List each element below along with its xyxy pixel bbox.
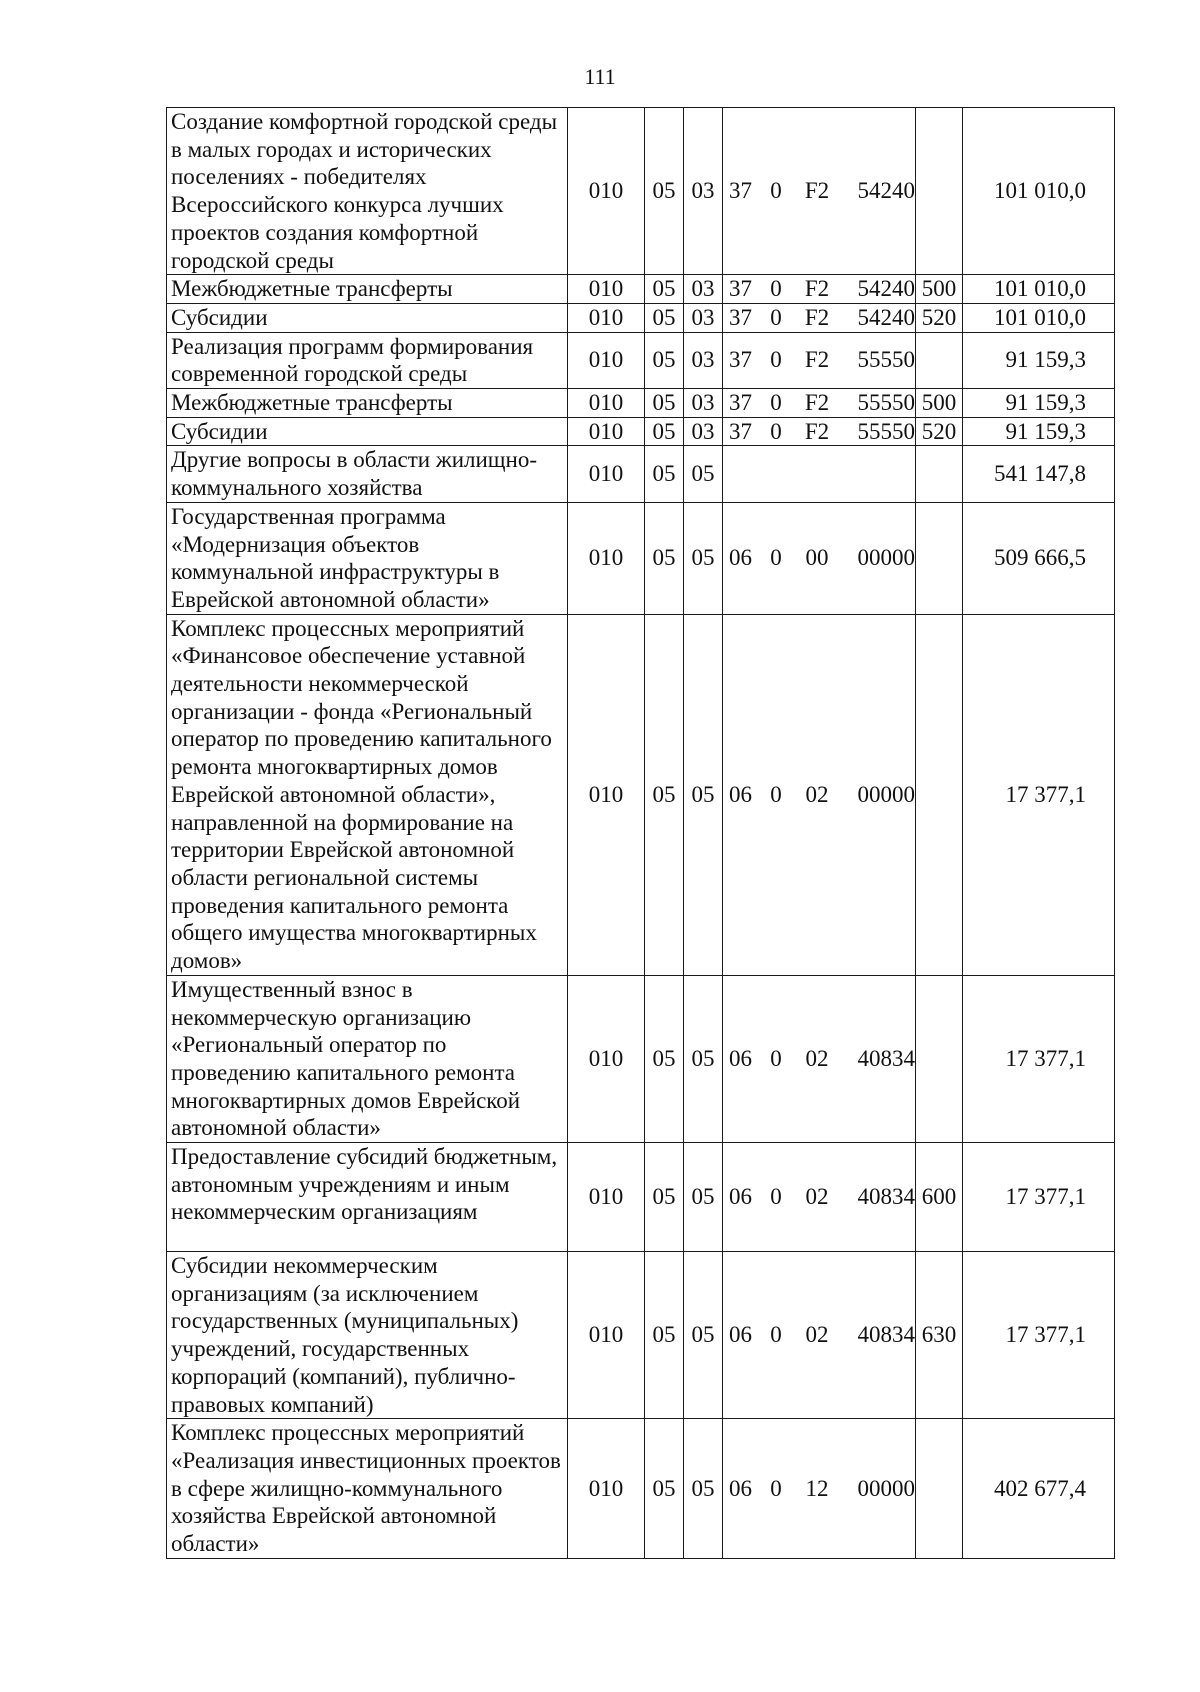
- target-subprogram-code: 0: [770, 1184, 782, 1210]
- table-row: [167, 975, 1115, 1142]
- target-program-code: 06: [729, 781, 752, 807]
- target-article-cell: [723, 108, 916, 275]
- subsection-code-cell: 03: [684, 108, 723, 275]
- subsection-code-cell: 05: [684, 1143, 723, 1252]
- expense-name-cell: Другие вопросы в области жилищно-коммунального хозяйства: [167, 446, 568, 502]
- table-row: [167, 332, 1115, 388]
- expense-type-cell: 520: [916, 417, 963, 446]
- expense-type-cell: 600: [916, 1143, 963, 1252]
- subsection-code-cell: 05: [684, 1419, 723, 1559]
- target-subprogram-code: 0: [770, 1322, 782, 1348]
- expense-type-cell: 500: [916, 275, 963, 304]
- target-subprogram-code: 0: [770, 276, 782, 302]
- target-article-cell: [723, 975, 916, 1142]
- target-article-cell: [723, 614, 916, 975]
- target-event-code: F2: [804, 178, 830, 204]
- target-article-cell: [723, 303, 916, 332]
- target-subprogram-code: 0: [770, 781, 782, 807]
- subsection-code-cell: 05: [684, 614, 723, 975]
- section-code-cell: 05: [645, 108, 684, 275]
- section-code-cell: 05: [645, 1252, 684, 1419]
- target-event-code: F2: [804, 276, 830, 302]
- table-body: [167, 108, 1115, 1559]
- section-code-cell: 05: [645, 417, 684, 446]
- table-row: [167, 502, 1115, 614]
- table-row: [167, 1252, 1115, 1419]
- target-subprogram-code: 0: [770, 390, 782, 416]
- amount-cell: 101 010,0: [963, 108, 1115, 275]
- target-program-code: 37: [729, 390, 752, 416]
- section-code-cell: 05: [645, 1419, 684, 1559]
- target-program-code: 37: [729, 178, 752, 204]
- target-program-code: 06: [729, 1475, 752, 1501]
- subsection-code-cell: 05: [684, 975, 723, 1142]
- section-code-cell: 05: [645, 614, 684, 975]
- expense-name-cell: Межбюджетные трансферты: [167, 389, 568, 418]
- target-subprogram-code: 0: [770, 304, 782, 330]
- amount-cell: 91 159,3: [963, 417, 1115, 446]
- grbs-code-cell: 010: [568, 1143, 645, 1252]
- target-direction-code: 00000: [857, 1475, 915, 1501]
- expense-type-cell: 500: [916, 389, 963, 418]
- expense-type-cell: [916, 975, 963, 1142]
- subsection-code-cell: 03: [684, 332, 723, 388]
- section-code-cell: 05: [645, 303, 684, 332]
- section-code-cell: 05: [645, 389, 684, 418]
- target-event-code: F2: [804, 390, 830, 416]
- target-subprogram-code: 0: [770, 1046, 782, 1072]
- subsection-code-cell: 05: [684, 502, 723, 614]
- target-event-code: 02: [805, 1046, 829, 1072]
- section-code-cell: 05: [645, 332, 684, 388]
- expense-name-cell: Предоставление субсидий бюджетным, автономным учреждениям и иным некоммерческим организациям: [167, 1143, 568, 1252]
- target-direction-code: 40834: [857, 1322, 915, 1348]
- target-event-code: 12: [805, 1475, 829, 1501]
- subsection-code-cell: 05: [684, 1252, 723, 1419]
- section-code-cell: 05: [645, 1143, 684, 1252]
- target-program-code: 37: [729, 347, 752, 373]
- target-event-code: 00: [805, 545, 829, 571]
- grbs-code-cell: 010: [568, 614, 645, 975]
- section-code-cell: 05: [645, 275, 684, 304]
- target-program-code: 37: [729, 304, 752, 330]
- target-direction-code: 55550: [857, 418, 915, 444]
- grbs-code-cell: 010: [568, 975, 645, 1142]
- section-code-cell: 05: [645, 446, 684, 502]
- target-direction-code: 55550: [857, 347, 915, 373]
- expense-name-cell: Комплекс процессных мероприятий «Финансовое обеспечение уставной деятельности некоммерческой организации - фонда «Региональный оператор по проведению капитального ремонта многоквартирных домов Еврейской автономной области», направленной на формирование на территории Еврейской автономной области региональной системы проведения капитального ремонта общего имущества многоквартирных домов»: [167, 614, 568, 975]
- target-program-code: 06: [729, 545, 752, 571]
- table-row: [167, 1419, 1115, 1559]
- expense-type-cell: [916, 108, 963, 275]
- expense-type-cell: [916, 446, 963, 502]
- subsection-code-cell: 03: [684, 389, 723, 418]
- subsection-code-cell: 03: [684, 303, 723, 332]
- table-row: [167, 614, 1115, 975]
- target-direction-code: 40834: [857, 1184, 915, 1210]
- target-article-cell: [723, 1419, 916, 1559]
- target-subprogram-code: 0: [770, 545, 782, 571]
- target-event-code: 02: [805, 781, 829, 807]
- target-direction-code: 55550: [857, 390, 915, 416]
- target-event-code: F2: [804, 347, 830, 373]
- expense-name-cell: Субсидии некоммерческим организациям (за исключением государственных (муниципальных) учреждений, государственных корпораций (компаний), публично-правовых компаний): [167, 1252, 568, 1419]
- target-event-code: F2: [804, 304, 830, 330]
- amount-cell: 101 010,0: [963, 303, 1115, 332]
- grbs-code-cell: 010: [568, 417, 645, 446]
- expense-type-cell: [916, 502, 963, 614]
- target-article-cell: [723, 389, 916, 418]
- target-direction-code: 54240: [857, 304, 915, 330]
- budget-table: [166, 107, 1115, 1559]
- amount-cell: 91 159,3: [963, 389, 1115, 418]
- target-event-code: 02: [805, 1322, 829, 1348]
- grbs-code-cell: 010: [568, 1252, 645, 1419]
- target-subprogram-code: 0: [770, 418, 782, 444]
- grbs-code-cell: 010: [568, 275, 645, 304]
- expense-name-cell: Реализация программ формирования современной городской среды: [167, 332, 568, 388]
- target-program-code: 06: [729, 1184, 752, 1210]
- expense-type-cell: [916, 1419, 963, 1559]
- amount-cell: 91 159,3: [963, 332, 1115, 388]
- target-program-code: 06: [729, 1322, 752, 1348]
- target-program-code: 37: [729, 276, 752, 302]
- table-row: [167, 446, 1115, 502]
- target-direction-code: 00000: [857, 545, 915, 571]
- amount-cell: 17 377,1: [963, 1252, 1115, 1419]
- amount-cell: 402 677,4: [963, 1419, 1115, 1559]
- table-row: [167, 417, 1115, 446]
- expense-type-cell: [916, 332, 963, 388]
- grbs-code-cell: 010: [568, 502, 645, 614]
- amount-cell: 17 377,1: [963, 975, 1115, 1142]
- target-direction-code: 40834: [857, 1046, 915, 1072]
- grbs-code-cell: 010: [568, 389, 645, 418]
- grbs-code-cell: 010: [568, 108, 645, 275]
- grbs-code-cell: 010: [568, 303, 645, 332]
- subsection-code-cell: 03: [684, 275, 723, 304]
- amount-cell: 17 377,1: [963, 1143, 1115, 1252]
- section-code-cell: 05: [645, 975, 684, 1142]
- table-row: [167, 303, 1115, 332]
- expense-name-cell: Субсидии: [167, 417, 568, 446]
- target-direction-code: 54240: [857, 276, 915, 302]
- target-subprogram-code: 0: [770, 1475, 782, 1501]
- target-article-cell: [723, 1143, 916, 1252]
- expense-name-cell: Межбюджетные трансферты: [167, 275, 568, 304]
- target-article-cell: [723, 275, 916, 304]
- table-row: [167, 389, 1115, 418]
- expense-name-cell: Комплекс процессных мероприятий «Реализация инвестиционных проектов в сфере жилищно-коммунального хозяйства Еврейской автономной области»: [167, 1419, 568, 1559]
- target-article-cell: [723, 446, 916, 502]
- grbs-code-cell: 010: [568, 446, 645, 502]
- expense-name-cell: Имущественный взнос в некоммерческую организацию «Региональный оператор по проведению капитального ремонта многоквартирных домов Еврейской автономной области»: [167, 975, 568, 1142]
- table-row: [167, 1143, 1115, 1252]
- target-direction-code: 54240: [857, 178, 915, 204]
- amount-cell: 101 010,0: [963, 275, 1115, 304]
- table-row: [167, 108, 1115, 275]
- section-code-cell: 05: [645, 502, 684, 614]
- expense-type-cell: [916, 614, 963, 975]
- amount-cell: 541 147,8: [963, 446, 1115, 502]
- expense-type-cell: 630: [916, 1252, 963, 1419]
- expense-type-cell: 520: [916, 303, 963, 332]
- amount-cell: 17 377,1: [963, 614, 1115, 975]
- amount-cell: 509 666,5: [963, 502, 1115, 614]
- expense-name-cell: Субсидии: [167, 303, 568, 332]
- target-article-cell: [723, 332, 916, 388]
- expense-name-cell: Создание комфортной городской среды в малых городах и исторических поселениях - победителях Всероссийского конкурса лучших проектов создания комфортной городской среды: [167, 108, 568, 275]
- target-article-cell: [723, 417, 916, 446]
- subsection-code-cell: 05: [684, 446, 723, 502]
- expense-name-cell: Государственная программа «Модернизация объектов коммунальной инфраструктуры в Еврейской автономной области»: [167, 502, 568, 614]
- target-direction-code: 00000: [857, 781, 915, 807]
- target-program-code: 06: [729, 1046, 752, 1072]
- table-row: [167, 275, 1115, 304]
- grbs-code-cell: 010: [568, 332, 645, 388]
- subsection-code-cell: 03: [684, 417, 723, 446]
- target-article-cell: [723, 502, 916, 614]
- target-subprogram-code: 0: [770, 178, 782, 204]
- target-subprogram-code: 0: [770, 347, 782, 373]
- grbs-code-cell: 010: [568, 1419, 645, 1559]
- target-article-cell: [723, 1252, 916, 1419]
- target-program-code: 37: [729, 418, 752, 444]
- target-event-code: 02: [805, 1184, 829, 1210]
- target-event-code: F2: [804, 418, 830, 444]
- page-number: 111: [584, 64, 616, 89]
